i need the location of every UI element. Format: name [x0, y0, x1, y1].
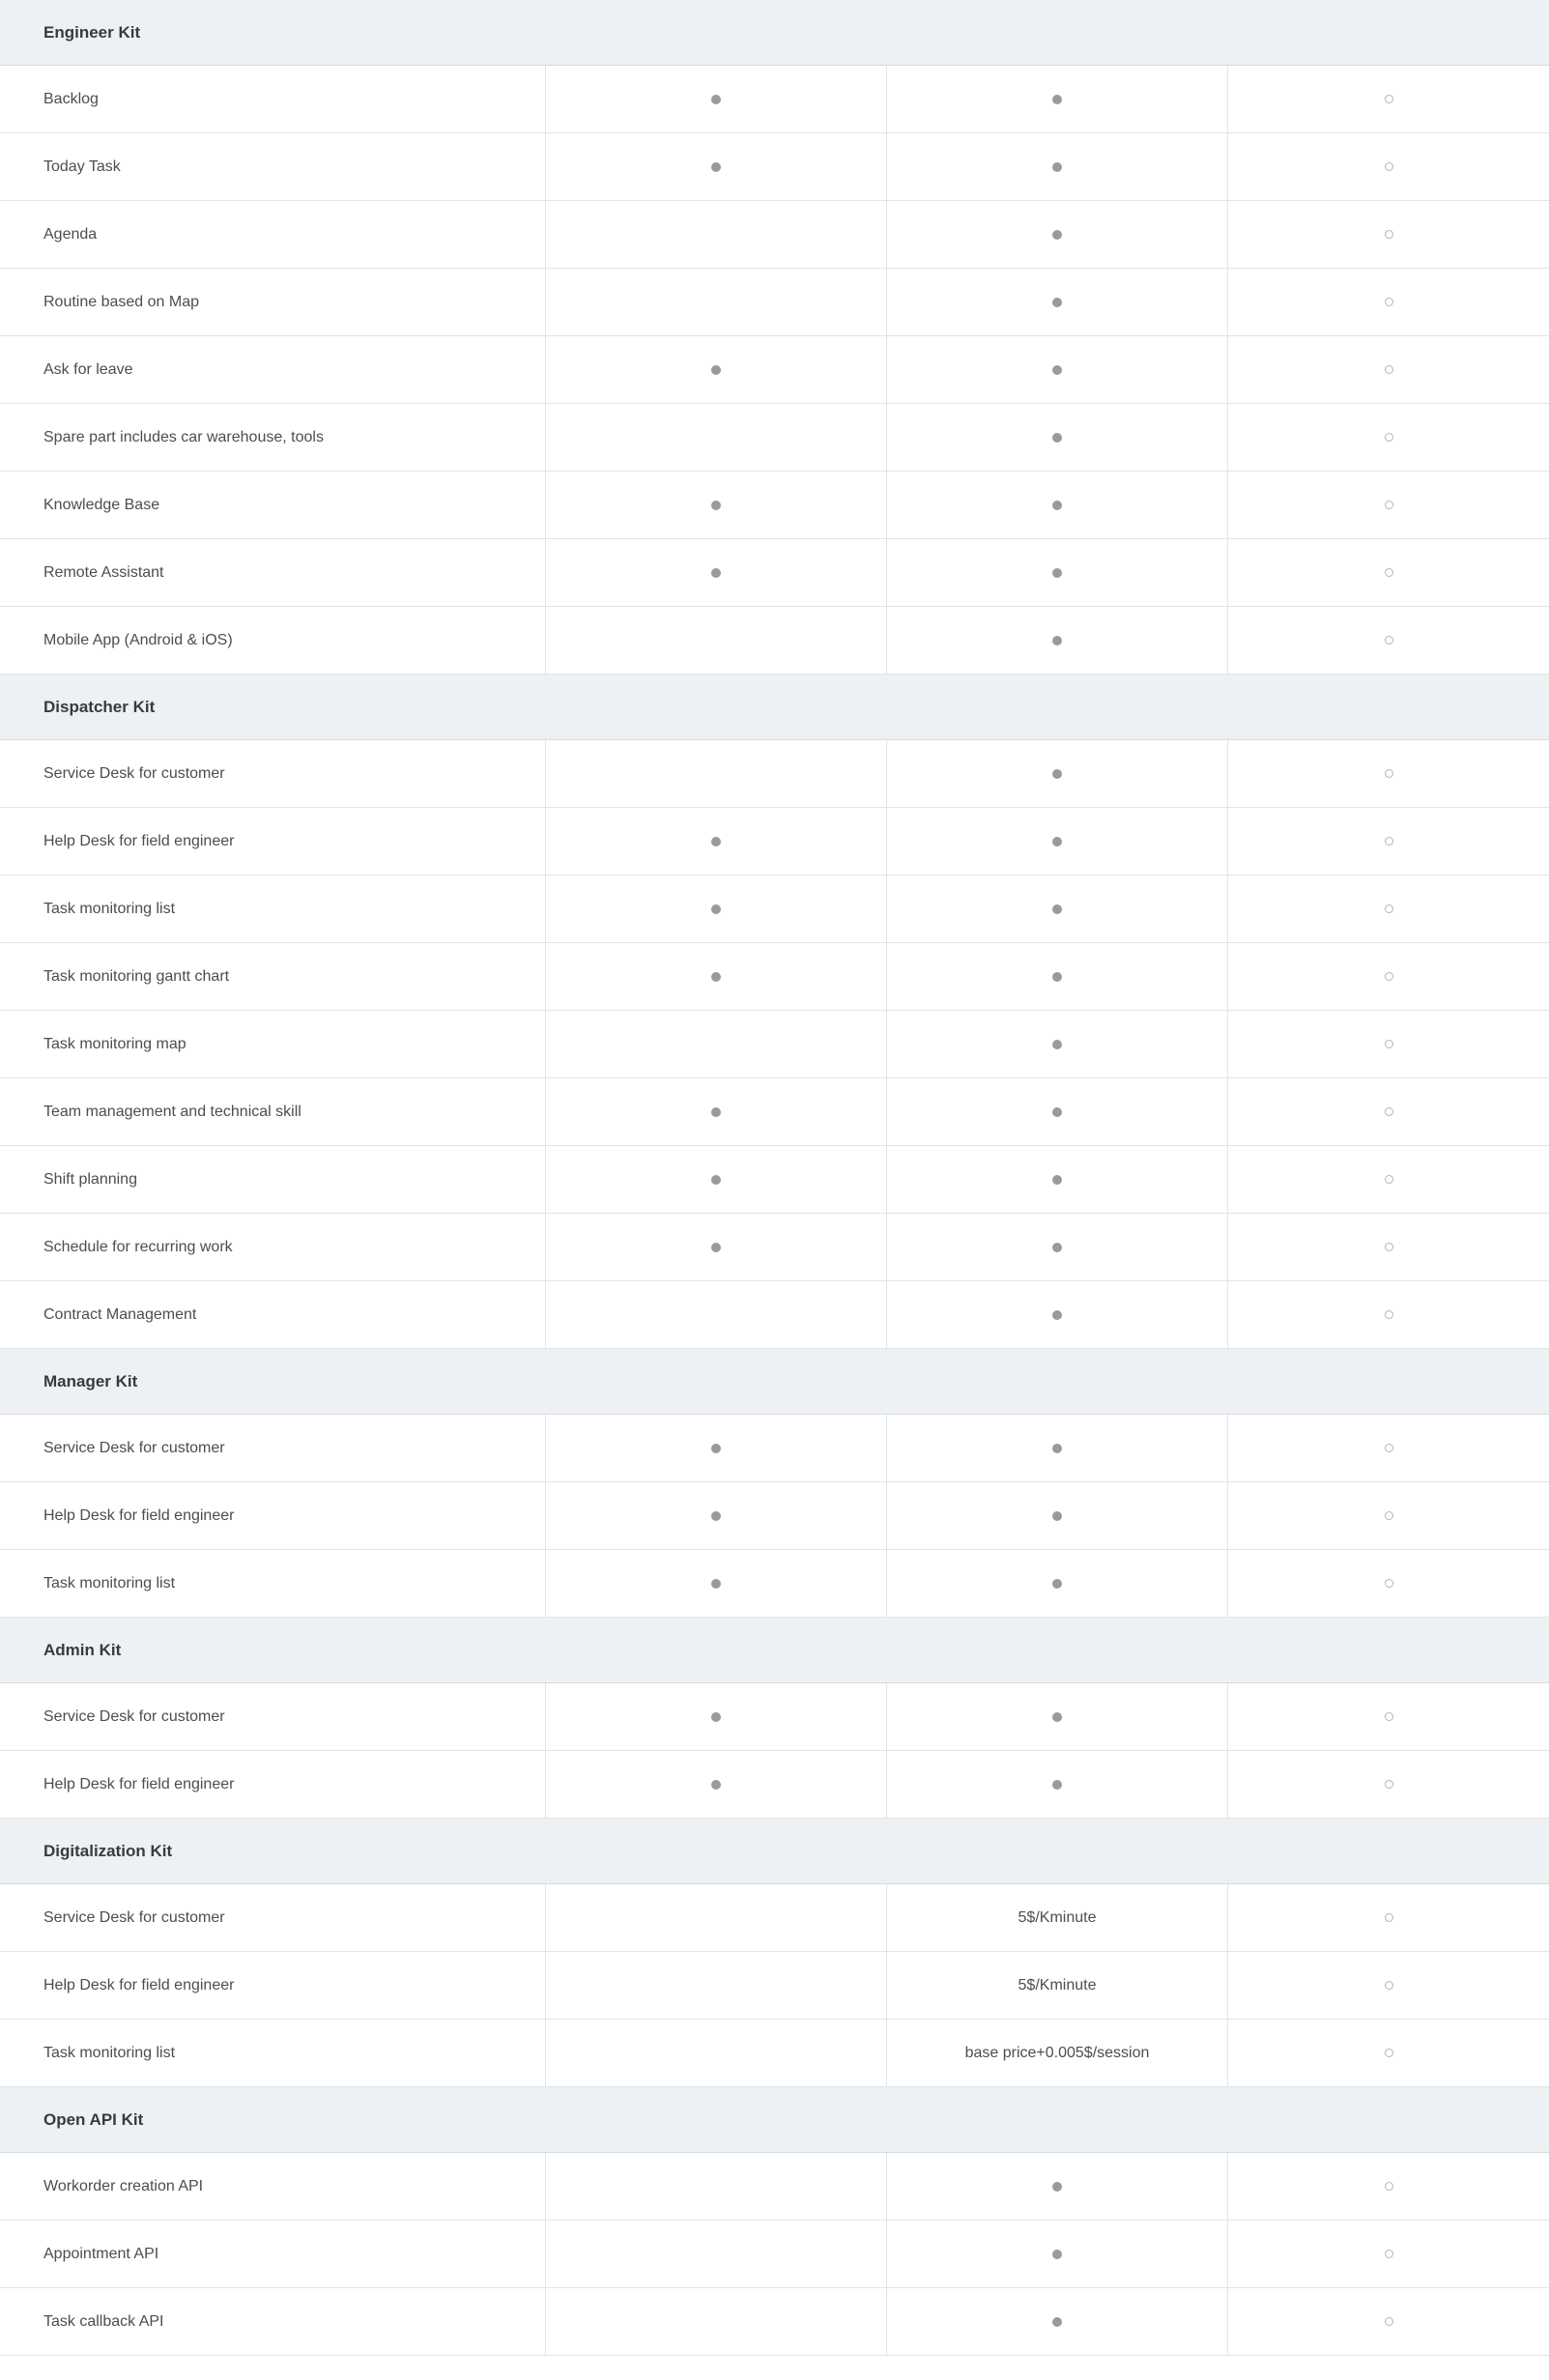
plan-cell-c1	[545, 2288, 886, 2355]
table-row	[0, 1415, 1549, 1482]
feature-label: Help Desk for field engineer	[43, 1506, 235, 1524]
table-row	[0, 808, 1549, 875]
plan-cell-c3	[1227, 1482, 1549, 1549]
filled-dot-icon	[711, 568, 721, 578]
plan-cell-c2	[886, 2153, 1227, 2220]
plan-cell-c3	[1227, 1952, 1549, 2019]
filled-dot-icon	[1052, 2250, 1062, 2259]
table-row	[0, 1952, 1549, 2020]
table-row	[0, 404, 1549, 472]
filled-dot-icon	[711, 1175, 721, 1185]
plan-cell-c2	[886, 201, 1227, 268]
plan-cell-c2	[886, 2221, 1227, 2287]
table-row	[0, 1281, 1549, 1349]
plan-cell-c1	[545, 539, 886, 606]
feature-label: Help Desk for field engineer	[43, 832, 235, 849]
plan-cell-c2	[886, 472, 1227, 538]
feature-label: Schedule for recurring work	[43, 1238, 233, 1255]
feature-label: Contract Management	[43, 1305, 197, 1323]
kit-title: Dispatcher Kit	[43, 697, 156, 716]
plan-cell-c3	[1227, 1146, 1549, 1213]
hollow-circle-icon	[1385, 162, 1393, 171]
feature-label: Task monitoring map	[43, 1035, 186, 1052]
plan-cell-c2	[886, 1415, 1227, 1481]
plan-cell-c2	[886, 336, 1227, 403]
plan-cell-c2	[886, 1683, 1227, 1750]
plan-cell-c1	[545, 2221, 886, 2287]
kit-header	[0, 1819, 1549, 1884]
filled-dot-icon	[711, 365, 721, 375]
filled-dot-icon	[1052, 1780, 1062, 1790]
plan-cell-c1	[545, 1281, 886, 1348]
filled-dot-icon	[711, 95, 721, 104]
table-row	[0, 472, 1549, 539]
feature-label: Help Desk for field engineer	[43, 1976, 235, 1993]
plan-cell-c1	[545, 808, 886, 875]
plan-cell-c3	[1227, 2153, 1549, 2220]
filled-dot-icon	[1052, 1511, 1062, 1521]
filled-dot-icon	[1052, 1107, 1062, 1117]
filled-dot-icon	[711, 837, 721, 846]
plan-cell-c1	[545, 1078, 886, 1145]
plan-cell-c1	[545, 404, 886, 471]
feature-label: Knowledge Base	[43, 496, 160, 513]
plan-cell-c1	[545, 133, 886, 200]
plan-cell-c2	[886, 607, 1227, 674]
plan-cell-c2	[886, 133, 1227, 200]
filled-dot-icon	[711, 972, 721, 982]
filled-dot-icon	[711, 1579, 721, 1589]
feature-label: Appointment API	[43, 2245, 159, 2262]
hollow-circle-icon	[1385, 1310, 1393, 1319]
filled-dot-icon	[1052, 636, 1062, 645]
kit-title: Engineer Kit	[43, 22, 141, 42]
plan-cell-c3	[1227, 875, 1549, 942]
filled-dot-icon	[1052, 1310, 1062, 1320]
hollow-circle-icon	[1385, 1712, 1393, 1721]
filled-dot-icon	[1052, 2317, 1062, 2327]
filled-dot-icon	[1052, 433, 1062, 443]
table-row	[0, 1214, 1549, 1281]
table-row	[0, 1751, 1549, 1819]
plan-cell-c3	[1227, 1550, 1549, 1617]
table-row	[0, 539, 1549, 607]
plan-cell-c1	[545, 1952, 886, 2019]
feature-label: Service Desk for customer	[43, 1439, 225, 1456]
plan-cell-c2	[886, 1146, 1227, 1213]
feature-label: Remote Assistant	[43, 563, 164, 581]
table-row	[0, 1683, 1549, 1751]
filled-dot-icon	[1052, 837, 1062, 846]
plan-cell-c1	[545, 472, 886, 538]
filled-dot-icon	[1052, 501, 1062, 510]
plan-cell-c3	[1227, 740, 1549, 807]
plan-cell-c3	[1227, 1415, 1549, 1481]
filled-dot-icon	[1052, 1444, 1062, 1453]
filled-dot-icon	[711, 1444, 721, 1453]
filled-dot-icon	[1052, 568, 1062, 578]
plan-cell-c3	[1227, 1751, 1549, 1818]
plan-cell-c3	[1227, 1884, 1549, 1951]
feature-label: Help Desk for field engineer	[43, 1775, 235, 1792]
hollow-circle-icon	[1385, 1579, 1393, 1588]
plan-cell-c3	[1227, 1683, 1549, 1750]
plan-cell-c1	[545, 1214, 886, 1280]
hollow-circle-icon	[1385, 1107, 1393, 1116]
plan-cell-c3	[1227, 472, 1549, 538]
filled-dot-icon	[711, 1712, 721, 1722]
plan-cell-c1	[545, 201, 886, 268]
plan-cell-c1	[545, 1415, 886, 1481]
plan-cell-c1	[545, 1550, 886, 1617]
plan-cell-c2	[886, 66, 1227, 132]
filled-dot-icon	[711, 1107, 721, 1117]
price-text: base price+0.005$/session	[964, 2044, 1150, 2061]
plan-cell-c1	[545, 1146, 886, 1213]
plan-cell-c1	[545, 1884, 886, 1951]
hollow-circle-icon	[1385, 1243, 1393, 1251]
plan-cell-c2	[886, 1214, 1227, 1280]
kit-title: Digitalization Kit	[43, 1841, 173, 1860]
plan-cell-c1	[545, 336, 886, 403]
feature-label: Routine based on Map	[43, 293, 199, 310]
hollow-circle-icon	[1385, 501, 1393, 509]
filled-dot-icon	[711, 904, 721, 914]
feature-label: Ask for leave	[43, 360, 133, 378]
filled-dot-icon	[1052, 1175, 1062, 1185]
table-row	[0, 1146, 1549, 1214]
hollow-circle-icon	[1385, 636, 1393, 645]
plan-cell-c2	[886, 1952, 1227, 2019]
hollow-circle-icon	[1385, 433, 1393, 442]
table-row	[0, 1482, 1549, 1550]
feature-label: Task monitoring list	[43, 1574, 176, 1591]
hollow-circle-icon	[1385, 2049, 1393, 2057]
plan-cell-c1	[545, 66, 886, 132]
table-row	[0, 943, 1549, 1011]
plan-cell-c3	[1227, 1078, 1549, 1145]
filled-dot-icon	[1052, 972, 1062, 982]
plan-cell-c2	[886, 875, 1227, 942]
filled-dot-icon	[1052, 230, 1062, 240]
hollow-circle-icon	[1385, 1780, 1393, 1789]
plan-cell-c2	[886, 269, 1227, 335]
table-row	[0, 875, 1549, 943]
plan-cell-c3	[1227, 943, 1549, 1010]
table-row	[0, 201, 1549, 269]
table-row	[0, 2288, 1549, 2356]
plan-cell-c3	[1227, 1281, 1549, 1348]
feature-label: Team management and technical skill	[43, 1103, 301, 1120]
plan-cell-c3	[1227, 201, 1549, 268]
hollow-circle-icon	[1385, 837, 1393, 846]
plan-cell-c3	[1227, 2020, 1549, 2086]
plan-cell-c2	[886, 2020, 1227, 2086]
plan-cell-c3	[1227, 66, 1549, 132]
hollow-circle-icon	[1385, 1511, 1393, 1520]
plan-cell-c3	[1227, 336, 1549, 403]
feature-label: Task monitoring list	[43, 900, 176, 917]
filled-dot-icon	[1052, 2182, 1062, 2192]
filled-dot-icon	[1052, 1579, 1062, 1589]
plan-cell-c2	[886, 1482, 1227, 1549]
table-row	[0, 133, 1549, 201]
hollow-circle-icon	[1385, 972, 1393, 981]
plan-cell-c3	[1227, 269, 1549, 335]
plan-cell-c3	[1227, 2288, 1549, 2355]
kit-header	[0, 0, 1549, 66]
plan-cell-c1	[545, 2020, 886, 2086]
feature-label: Spare part includes car warehouse, tools	[43, 428, 324, 445]
table-row	[0, 336, 1549, 404]
table-row	[0, 607, 1549, 674]
filled-dot-icon	[711, 1243, 721, 1252]
plan-cell-c1	[545, 1482, 886, 1549]
hollow-circle-icon	[1385, 2182, 1393, 2191]
kit-title: Manager Kit	[43, 1371, 138, 1391]
plan-cell-c2	[886, 1078, 1227, 1145]
feature-label: Service Desk for customer	[43, 1707, 225, 1725]
plan-cell-c2	[886, 808, 1227, 875]
plan-cell-c3	[1227, 607, 1549, 674]
plan-cell-c2	[886, 1281, 1227, 1348]
hollow-circle-icon	[1385, 2317, 1393, 2326]
plan-cell-c3	[1227, 1011, 1549, 1077]
feature-label: Agenda	[43, 225, 98, 243]
table-row	[0, 2221, 1549, 2288]
plan-cell-c1	[545, 943, 886, 1010]
kit-header	[0, 1618, 1549, 1683]
feature-label: Task monitoring list	[43, 2044, 176, 2061]
price-text: 5$/Kminute	[1018, 1908, 1097, 1926]
filled-dot-icon	[1052, 298, 1062, 307]
plan-cell-c2	[886, 1884, 1227, 1951]
price-text: 5$/Kminute	[1018, 1976, 1097, 1993]
filled-dot-icon	[711, 501, 721, 510]
plan-cell-c2	[886, 740, 1227, 807]
table-row	[0, 1884, 1549, 1952]
plan-cell-c1	[545, 607, 886, 674]
feature-label: Workorder creation API	[43, 2177, 204, 2194]
hollow-circle-icon	[1385, 769, 1393, 778]
hollow-circle-icon	[1385, 95, 1393, 103]
filled-dot-icon	[711, 1511, 721, 1521]
table-row	[0, 269, 1549, 336]
plan-cell-c3	[1227, 2221, 1549, 2287]
hollow-circle-icon	[1385, 2250, 1393, 2258]
feature-label: Task callback API	[43, 2312, 164, 2330]
table-row	[0, 740, 1549, 808]
filled-dot-icon	[1052, 162, 1062, 172]
feature-label: Task monitoring gantt chart	[43, 967, 230, 985]
hollow-circle-icon	[1385, 230, 1393, 239]
plan-cell-c2	[886, 1011, 1227, 1077]
plan-cell-c3	[1227, 808, 1549, 875]
feature-label: Shift planning	[43, 1170, 137, 1188]
filled-dot-icon	[711, 1780, 721, 1790]
hollow-circle-icon	[1385, 1444, 1393, 1452]
hollow-circle-icon	[1385, 1913, 1393, 1922]
kit-title: Open API Kit	[43, 2109, 144, 2129]
plan-cell-c3	[1227, 133, 1549, 200]
filled-dot-icon	[711, 162, 721, 172]
plan-cell-c1	[545, 740, 886, 807]
plan-cell-c3	[1227, 539, 1549, 606]
plan-cell-c2	[886, 2288, 1227, 2355]
plan-cell-c2	[886, 1751, 1227, 1818]
kit-header	[0, 2087, 1549, 2153]
kit-header	[0, 674, 1549, 740]
table-row	[0, 1550, 1549, 1618]
hollow-circle-icon	[1385, 568, 1393, 577]
feature-label: Service Desk for customer	[43, 764, 225, 782]
feature-label: Today Task	[43, 158, 121, 175]
hollow-circle-icon	[1385, 1040, 1393, 1048]
plan-cell-c2	[886, 404, 1227, 471]
feature-label: Mobile App (Android & iOS)	[43, 631, 233, 648]
hollow-circle-icon	[1385, 1175, 1393, 1184]
filled-dot-icon	[1052, 1243, 1062, 1252]
table-row	[0, 1078, 1549, 1146]
plan-cell-c1	[545, 1011, 886, 1077]
plan-cell-c3	[1227, 1214, 1549, 1280]
feature-label: Backlog	[43, 90, 99, 107]
hollow-circle-icon	[1385, 904, 1393, 913]
filled-dot-icon	[1052, 95, 1062, 104]
filled-dot-icon	[1052, 1712, 1062, 1722]
plan-cell-c1	[545, 1751, 886, 1818]
plan-cell-c1	[545, 2153, 886, 2220]
table-row	[0, 66, 1549, 133]
plan-cell-c2	[886, 1550, 1227, 1617]
filled-dot-icon	[1052, 365, 1062, 375]
table-row	[0, 2153, 1549, 2221]
filled-dot-icon	[1052, 904, 1062, 914]
plan-cell-c1	[545, 1683, 886, 1750]
kit-header	[0, 1349, 1549, 1415]
plan-cell-c1	[545, 269, 886, 335]
plan-cell-c2	[886, 539, 1227, 606]
filled-dot-icon	[1052, 1040, 1062, 1049]
hollow-circle-icon	[1385, 298, 1393, 306]
kit-title: Admin Kit	[43, 1640, 122, 1659]
hollow-circle-icon	[1385, 365, 1393, 374]
plan-cell-c2	[886, 943, 1227, 1010]
plan-cell-c1	[545, 875, 886, 942]
plan-cell-c3	[1227, 404, 1549, 471]
hollow-circle-icon	[1385, 1981, 1393, 1990]
table-row	[0, 2020, 1549, 2087]
table-row	[0, 1011, 1549, 1078]
feature-label: Service Desk for customer	[43, 1908, 225, 1926]
filled-dot-icon	[1052, 769, 1062, 779]
